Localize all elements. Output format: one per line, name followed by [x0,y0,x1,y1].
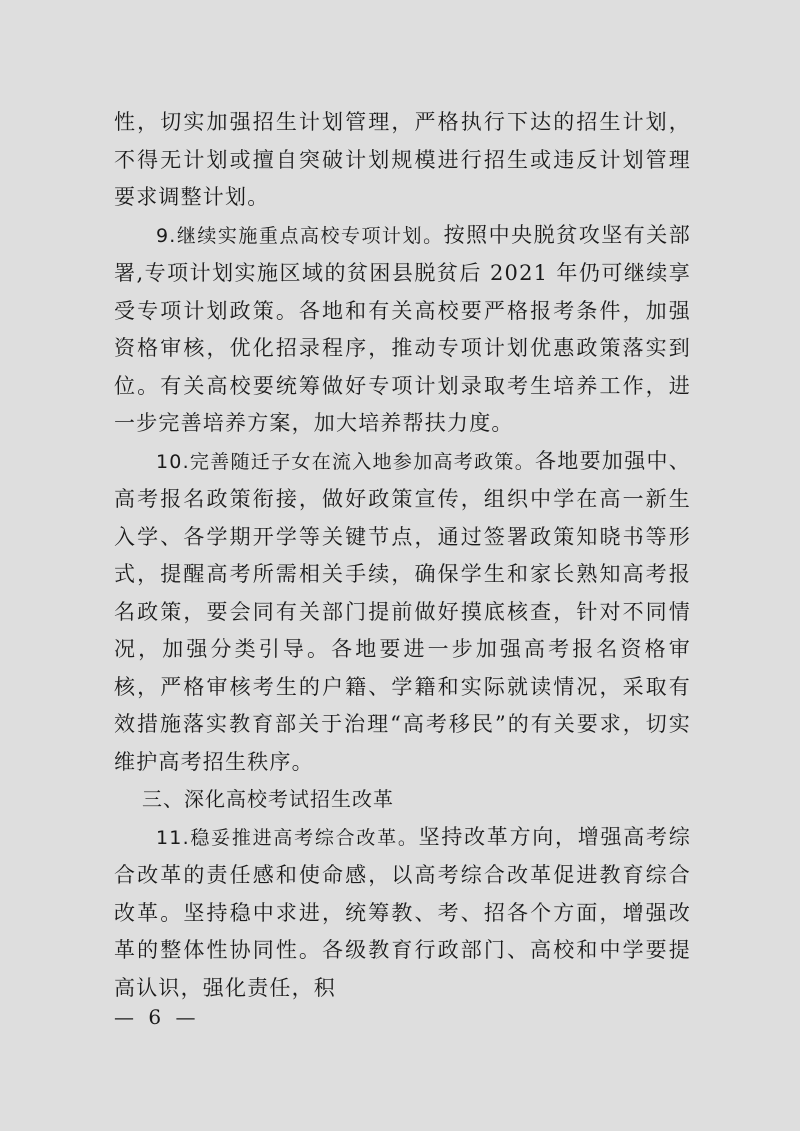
paragraph-item-10 [114,443,691,782]
section-heading: 三、深化高校考试招生改革 [142,787,394,811]
paragraph-text: 性，切实加强招生计划管理，严格执行下达的招生计划，不得无计划或擅自突破计划规模进行招生或违反计划管理要求调整计划。 [114,110,691,209]
page-number: — 6 — [114,1005,200,1029]
paragraph-text: 各地要加强中、高考报名政策衔接，做好政策宣传，组织中学在高一新生入学、各学期开学等关键节点，通过签署政策知晓书等形式，提醒高考所需相关手续，确保学生和家长熟知高考报名政策，要会同有关部门提前做好摸底核查，针对不同情况，加强分类引导。各地要进一步加强高考报名资格审核，严格审核考生的户籍、学籍和实际就读情况，采取有效措施落实教育部关于治理“高考移民”的有关要求，切实维护高考招生秩序。 [114,448,691,774]
document-body [114,104,691,1007]
paragraph-item-9 [114,217,691,443]
paragraph-text: 坚持改革方向，增强高考综合改革的责任感和使命感，以高考综合改革促进教育综合改革。坚持稳中求进，统筹教、考、招各个方面，增强改革的整体性协同性。各级教育行政部门、高校和中学要提高认识，强化责任，积 [114,824,691,1000]
paragraph-lead: 9.继续实施重点高校专项计划。 [156,224,444,247]
paragraph-lead: 10.完善随迁子女在流入地参加高考政策。 [156,450,535,473]
paragraph-text: 按照中央脱贫攻坚有关部署,专项计划实施区域的贫困县脱贫后 2021 年仍可继续享受专项计划政策。各地和有关高校要严格报考条件，加强资格审核，优化招录程序，推动专项计划优惠政策落实到位。有关高校要统筹做好专项计划录取考生培养工作，进一步完善培养方案，加大培养帮扶力度。 [114,222,691,435]
paragraph-continuation [114,104,691,217]
paragraph-lead: 11.稳妥推进高考综合改革。 [156,826,419,849]
paragraph-item-11 [114,819,691,1008]
